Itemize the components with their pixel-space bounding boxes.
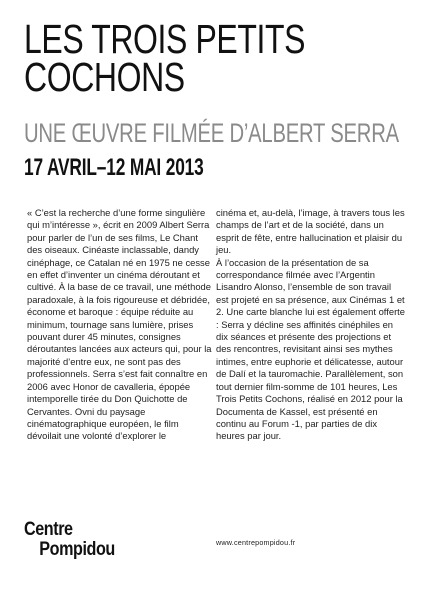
event-dates: 17 AVRIL–12 MAI 2013 (24, 154, 204, 181)
left-paragraph: « C’est la recherche d’une forme singulière qui m’intéresse », écrit en 2009 Albert Serra pour parler de l’un de ses films, Le Chant des oiseaux. Cinéaste inclassable, dandy cinéphage, ce Catalan né en 1975 ne cesse en effet d’inventer un cinéma déroutant et cultivé. À la base de ce travail, une méthode paradoxale, à la fois rigoureuse et débridée, économe et baroque : équipe réduite au minimum, tournage sans lumière, prises pouvant durer 45 minutes, consignes déroutantes lancées aux acteurs qui, pour la majorité d’entre eux, ne sont pas des professionnels. Serra s’est fait connaître en 2006 avec Honor de cavalleria, épopée intemporelle tirée du Don Quichotte de Cervantes. Ovni du paysage cinématographique européen, le film dévoilait une volonté d’explorer le (27, 207, 212, 442)
body-column-left (27, 207, 215, 443)
title-line-1: LES TROIS PETITS (24, 16, 306, 62)
body-column-right (216, 207, 406, 443)
centre-pompidou-logo (24, 520, 115, 560)
website-link[interactable]: www.centrepompidou.fr (216, 538, 296, 547)
page-title (24, 16, 404, 100)
logo-line-1: Centre (24, 519, 73, 540)
right-paragraph-2: À l’occasion de la présentation de sa correspondance filmée avec l’Argentin Lisandro Alonso, l’ensemble de son travail est projeté en sa présence, aux Cinémas 1 et 2. Une carte blanche lui est également offerte : Serra y décline ses affinités cinéphiles en dix séances et présente des projections et des rencontres, revisitant ainsi ses mythes intimes, entre euphorie et délicatesse, autour de Dalí et la tauromachie. Parallèlement, son tout dernier film-somme de 101 heures, Les Trois Petits Cochons, réalisé en 2012 pour la Documenta de Kassel, est présenté en continu au Forum -1, par parties de dix heures par jour. (216, 256, 406, 442)
subtitle: UNE ŒUVRE FILMÉE D’ALBERT SERRA (24, 118, 399, 148)
logo-line-2: Pompidou (39, 539, 115, 560)
title-line-2: COCHONS (24, 54, 185, 100)
right-paragraph-1: cinéma et, au-delà, l’image, à travers tous les champs de l’art et de la société, dans un esprit de fête, entre hallucination et plaisir du jeu. (216, 207, 405, 256)
